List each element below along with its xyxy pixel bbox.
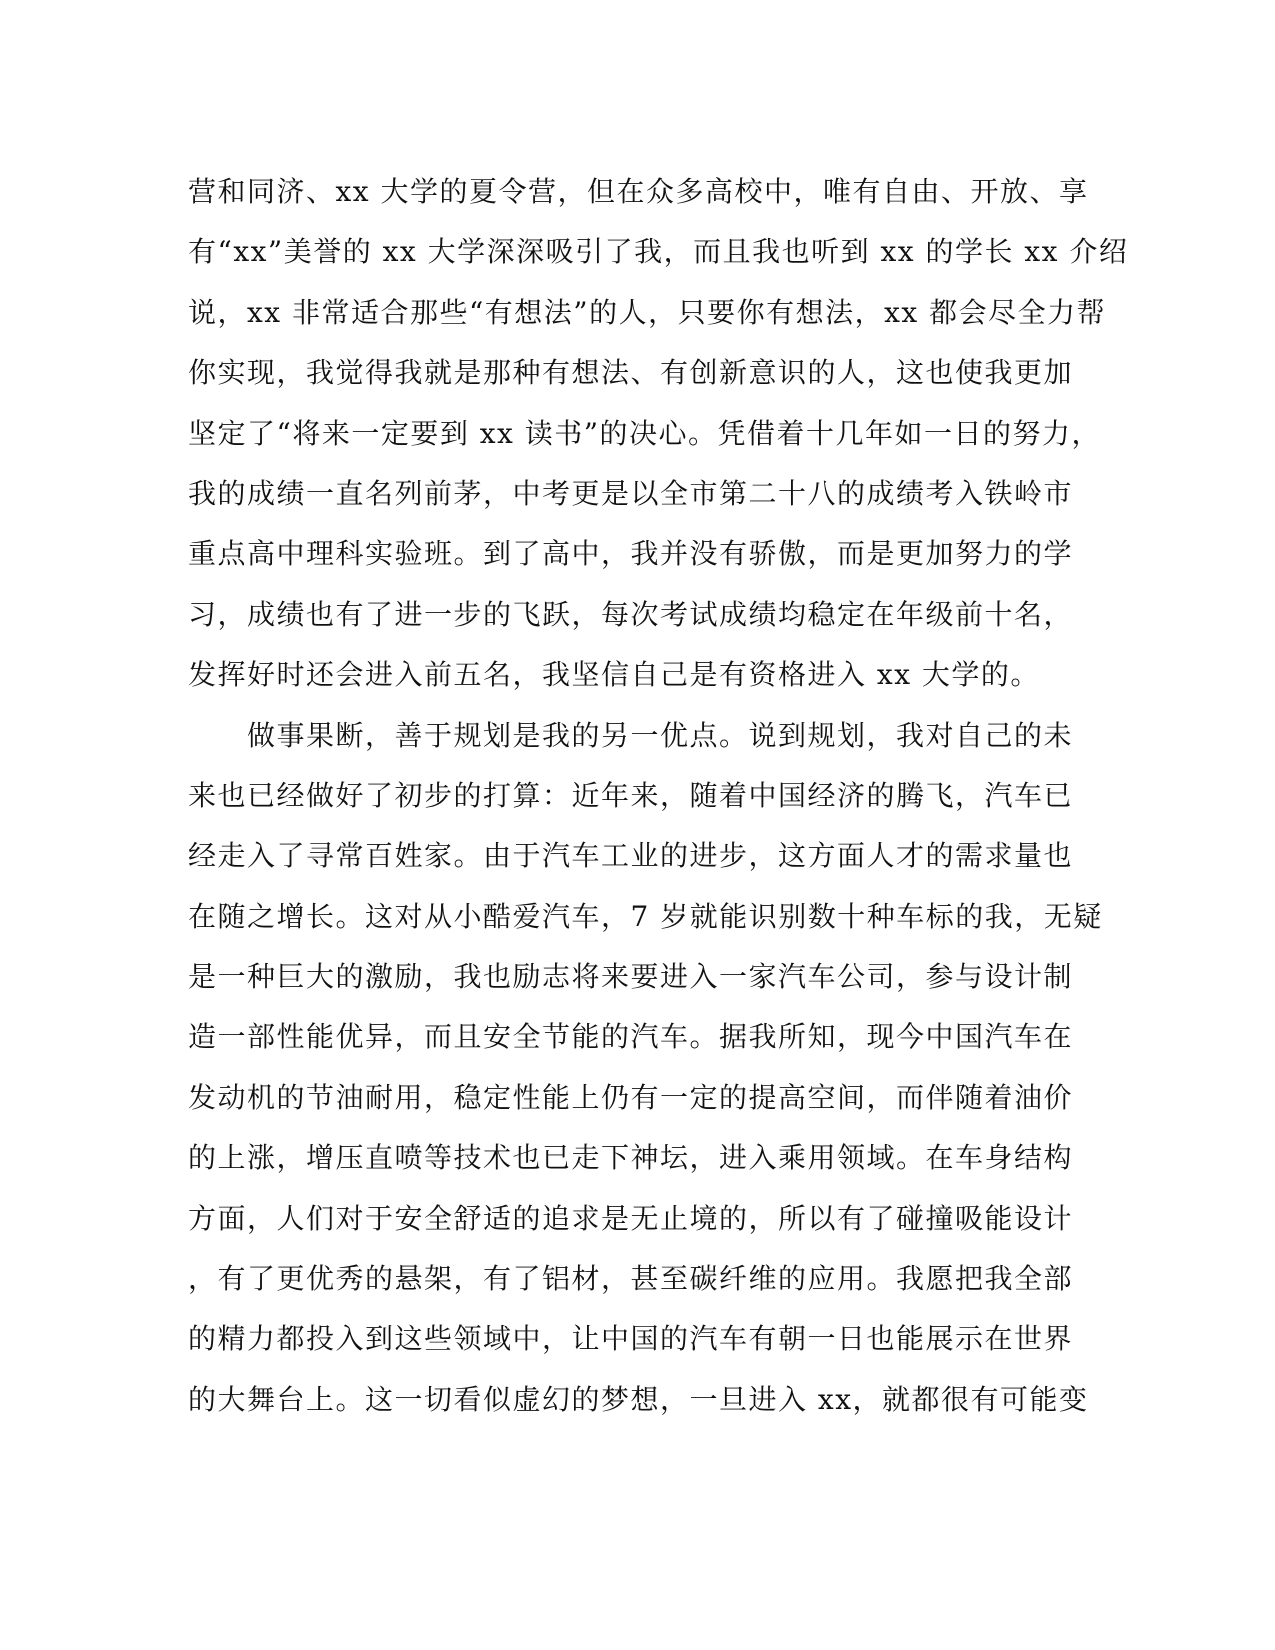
text-line: 有“xx”美誉的 xx 大学深深吸引了我，而且我也听到 xx 的学长 xx 介绍 [188, 235, 1129, 269]
text-line: 说，xx 非常适合那些“有想法”的人，只要你有想法，xx 都会尽全力帮 [188, 295, 1107, 329]
text-line: 发动机的节油耐用，稳定性能上仍有一定的提高空间，而伴随着油价 [188, 1080, 1074, 1114]
text-line: 是一种巨大的激励，我也励志将来要进入一家汽车公司，参与设计制 [188, 960, 1074, 994]
text-line: 的大舞台上。这一切看似虚幻的梦想，一旦进入 xx，就都很有可能变 [188, 1382, 1089, 1416]
text-line: 我的成绩一直名列前茅，中考更是以全市第二十八的成绩考入铁岭市 [188, 476, 1074, 510]
text-line: 你实现，我觉得我就是那种有想法、有创新意识的人，这也使我更加 [188, 356, 1074, 390]
text-line: 方面，人们对于安全舒适的追求是无止境的，所以有了碰撞吸能设计 [188, 1201, 1074, 1235]
text-line: 发挥好时还会进入前五名，我坚信自己是有资格进入 xx 大学的。 [188, 658, 1040, 692]
text-line: 在随之增长。这对从小酷爱汽车，7 岁就能识别数十种车标的我，无疑 [188, 899, 1103, 933]
text-line: 的精力都投入到这些领域中，让中国的汽车有朝一日也能展示在世界 [188, 1322, 1074, 1356]
text-line: 习，成绩也有了进一步的飞跃，每次考试成绩均稳定在年级前十名， [188, 597, 1074, 631]
text-line: 坚定了“将来一定要到 xx 读书”的决心。凭借着十几年如一日的努力， [188, 416, 1102, 450]
body-text [188, 162, 1129, 1430]
text-line: 的上涨，增压直喷等技术也已走下神坛，进入乘用领域。在车身结构 [188, 1141, 1074, 1175]
text-line: 来也已经做好了初步的打算：近年来，随着中国经济的腾飞，汽车已 [188, 778, 1074, 812]
text-line: 重点高中理科实验班。到了高中，我并没有骄傲，而是更加努力的学 [188, 537, 1074, 571]
text-line: ，有了更优秀的悬架，有了铝材，甚至碳纤维的应用。我愿把我全部 [188, 1262, 1074, 1296]
paragraph-start-line: 做事果断，善于规划是我的另一优点。说到规划，我对自己的未 [188, 718, 1074, 752]
text-line: 造一部性能优异，而且安全节能的汽车。据我所知，现今中国汽车在 [188, 1020, 1074, 1054]
text-line: 经走入了寻常百姓家。由于汽车工业的进步，这方面人才的需求量也 [188, 839, 1074, 873]
text-line: 营和同济、xx 大学的夏令营，但在众多高校中，唯有自由、开放、享 [188, 175, 1089, 208]
